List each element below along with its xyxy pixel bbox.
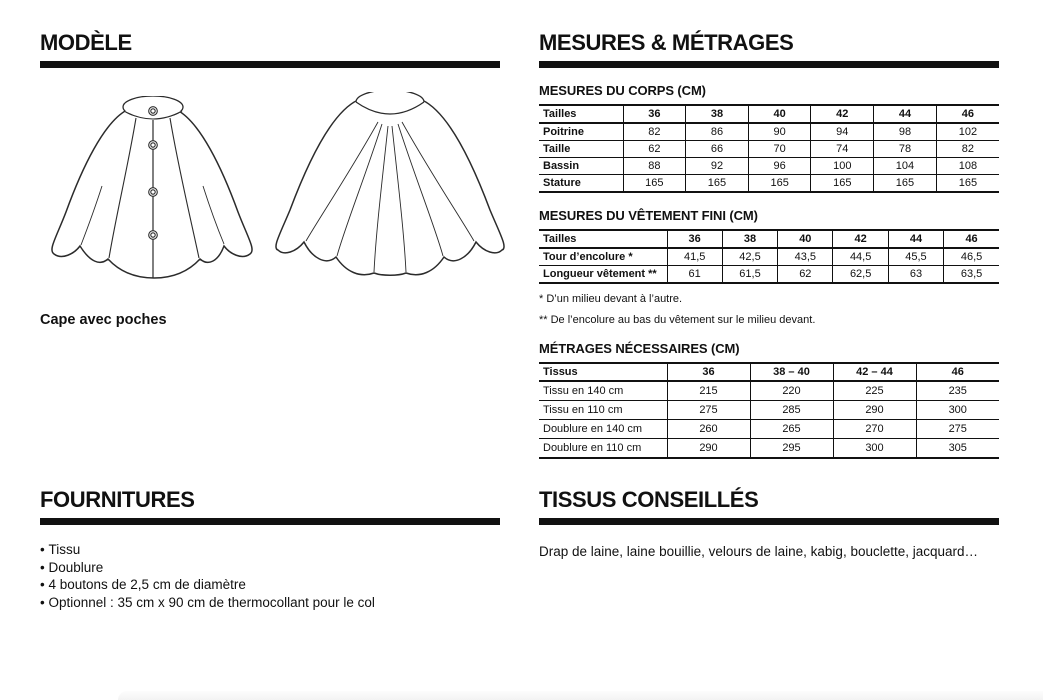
cell-value: 43,5: [778, 248, 833, 266]
row-label: Stature: [543, 177, 581, 189]
section-tissus-conseilles: [539, 487, 999, 560]
row-label: Taille: [539, 141, 623, 158]
row-label: Tissu en 140 cm: [539, 381, 667, 401]
cell-value: 42,5: [722, 248, 777, 266]
mesures-title: MESURES & MÉTRAGES: [539, 30, 794, 55]
column-header: 38: [722, 230, 777, 248]
cell-value: 290: [833, 401, 916, 420]
table-row: [539, 123, 999, 141]
cape-front-illustration: [40, 96, 264, 302]
row-label: Bassin: [539, 158, 623, 175]
cell-value: 45,5: [888, 248, 943, 266]
cell-value: 94: [811, 123, 874, 141]
table-row: [539, 175, 999, 193]
column-header: 36: [667, 230, 722, 248]
list-item: • Optionnel : 35 cm x 90 cm de thermocollant pour le col: [40, 594, 500, 612]
cell-value: 98: [874, 123, 937, 141]
table-row: [539, 266, 999, 284]
column-header: 42: [811, 105, 874, 123]
footnote-1: * D’un milieu devant à l’autre.: [539, 293, 683, 305]
cell-value: 275: [916, 420, 999, 439]
column-header: 46: [936, 105, 999, 123]
cell-value: 63,5: [944, 266, 999, 284]
table-row: [539, 420, 999, 439]
modele-rule: [40, 61, 500, 68]
next-page-edge: [118, 691, 1043, 700]
cell-value: 108: [936, 158, 999, 175]
cell-value: 46,5: [944, 248, 999, 266]
cell-value: 66: [686, 141, 749, 158]
yardage-table-title: MÉTRAGES NÉCESSAIRES (CM): [539, 341, 740, 356]
cell-value: 165: [936, 175, 999, 193]
cell-value: 44,5: [833, 248, 888, 266]
cell-value: 275: [667, 401, 750, 420]
fournitures-title: FOURNITURES: [40, 487, 195, 512]
footnote-2: ** De l’encolure au bas du vêtement sur le milieu devant.: [539, 314, 816, 326]
cell-value: 86: [686, 123, 749, 141]
cell-value: 74: [811, 141, 874, 158]
body-measures-table-title: MESURES DU CORPS (CM): [539, 83, 706, 98]
column-header: 38: [686, 105, 749, 123]
list-item: • 4 boutons de 2,5 cm de diamètre: [40, 576, 500, 594]
table-row: [539, 381, 999, 401]
measurement-table: [539, 104, 999, 193]
mesures-rule: [539, 61, 999, 68]
finished-garment-table-title: MESURES DU VÊTEMENT FINI (CM): [539, 208, 758, 223]
cell-value: 62: [778, 266, 833, 284]
cell-value: 82: [936, 141, 999, 158]
cell-value: 300: [916, 401, 999, 420]
model-caption: Cape avec poches: [40, 312, 167, 328]
yardage-table: [539, 362, 999, 459]
cell-value: 285: [750, 401, 833, 420]
row-label: Doublure en 140 cm: [539, 420, 667, 439]
table-row: [539, 401, 999, 420]
cell-value: 96: [748, 158, 811, 175]
cell-value: 90: [748, 123, 811, 141]
cell-value: 100: [811, 158, 874, 175]
cell-value: 305: [916, 439, 999, 459]
cell-value: 104: [874, 158, 937, 175]
cell-value: 235: [916, 381, 999, 401]
cell-value: 300: [833, 439, 916, 459]
recommended-fabrics-text: Drap de laine, laine bouillie, velours de laine, kabig, bouclette, jacquard…: [539, 544, 979, 559]
cell-value: 225: [833, 381, 916, 401]
row-label: Tour d’encolure *: [539, 248, 667, 266]
column-header: Tissus: [539, 363, 667, 381]
cell-value: 165: [623, 175, 686, 193]
cell-value: 102: [936, 123, 999, 141]
cell-value: 295: [750, 439, 833, 459]
column-header: 38 – 40: [750, 363, 833, 381]
cell-value: 61,5: [722, 266, 777, 284]
column-header: 46: [916, 363, 999, 381]
cell-value: 165: [686, 175, 749, 193]
cell-value: 270: [833, 420, 916, 439]
cell-value: 88: [623, 158, 686, 175]
cell-value: 215: [667, 381, 750, 401]
section-modele: [40, 30, 500, 68]
cell-value: 92: [686, 158, 749, 175]
row-label: Doublure en 110 cm: [543, 442, 642, 454]
column-header: 46: [944, 230, 999, 248]
cell-value: 78: [874, 141, 937, 158]
column-header: 40: [748, 105, 811, 123]
modele-title: MODÈLE: [40, 30, 132, 55]
tissus-rule: [539, 518, 999, 525]
row-label: Tissu en 110 cm: [539, 401, 667, 420]
cell-value: 265: [750, 420, 833, 439]
cell-value: 82: [623, 123, 686, 141]
cell-value: 61: [667, 266, 722, 284]
row-label: Longueur vêtement **: [543, 268, 657, 280]
section-fournitures: [40, 487, 500, 611]
column-header: 36: [667, 363, 750, 381]
column-header: 44: [874, 105, 937, 123]
table-row: [539, 158, 999, 175]
column-header: 40: [778, 230, 833, 248]
cell-value: 70: [748, 141, 811, 158]
measurement-table: [539, 362, 999, 459]
cell-value: 62: [623, 141, 686, 158]
supply-list: [40, 541, 500, 611]
measurement-table: [539, 229, 999, 284]
section-mesures: [539, 30, 999, 459]
table-row: [539, 248, 999, 266]
column-header: 42 – 44: [833, 363, 916, 381]
table-row: [539, 439, 999, 459]
list-item: • Doublure: [40, 559, 500, 577]
cell-value: 41,5: [667, 248, 722, 266]
cell-value: 220: [750, 381, 833, 401]
cell-value: 165: [748, 175, 811, 193]
cape-illustrations: [40, 96, 510, 308]
cell-value: 62,5: [833, 266, 888, 284]
table-row: [539, 141, 999, 158]
cell-value: 63: [888, 266, 943, 284]
list-item: • Tissu: [40, 541, 500, 559]
cell-value: 165: [874, 175, 937, 193]
cell-value: 290: [667, 439, 750, 459]
tissus-title: TISSUS CONSEILLÉS: [539, 487, 759, 512]
cape-back-illustration: [270, 92, 510, 284]
fournitures-rule: [40, 518, 500, 525]
column-header: 36: [623, 105, 686, 123]
row-label: Poitrine: [539, 123, 623, 141]
cell-value: 260: [667, 420, 750, 439]
column-header: 42: [833, 230, 888, 248]
finished-garment-table: [539, 229, 999, 284]
column-header: Tailles: [539, 230, 667, 248]
column-header: 44: [888, 230, 943, 248]
column-header: Tailles: [539, 105, 623, 123]
body-measures-table: [539, 104, 999, 193]
cell-value: 165: [811, 175, 874, 193]
